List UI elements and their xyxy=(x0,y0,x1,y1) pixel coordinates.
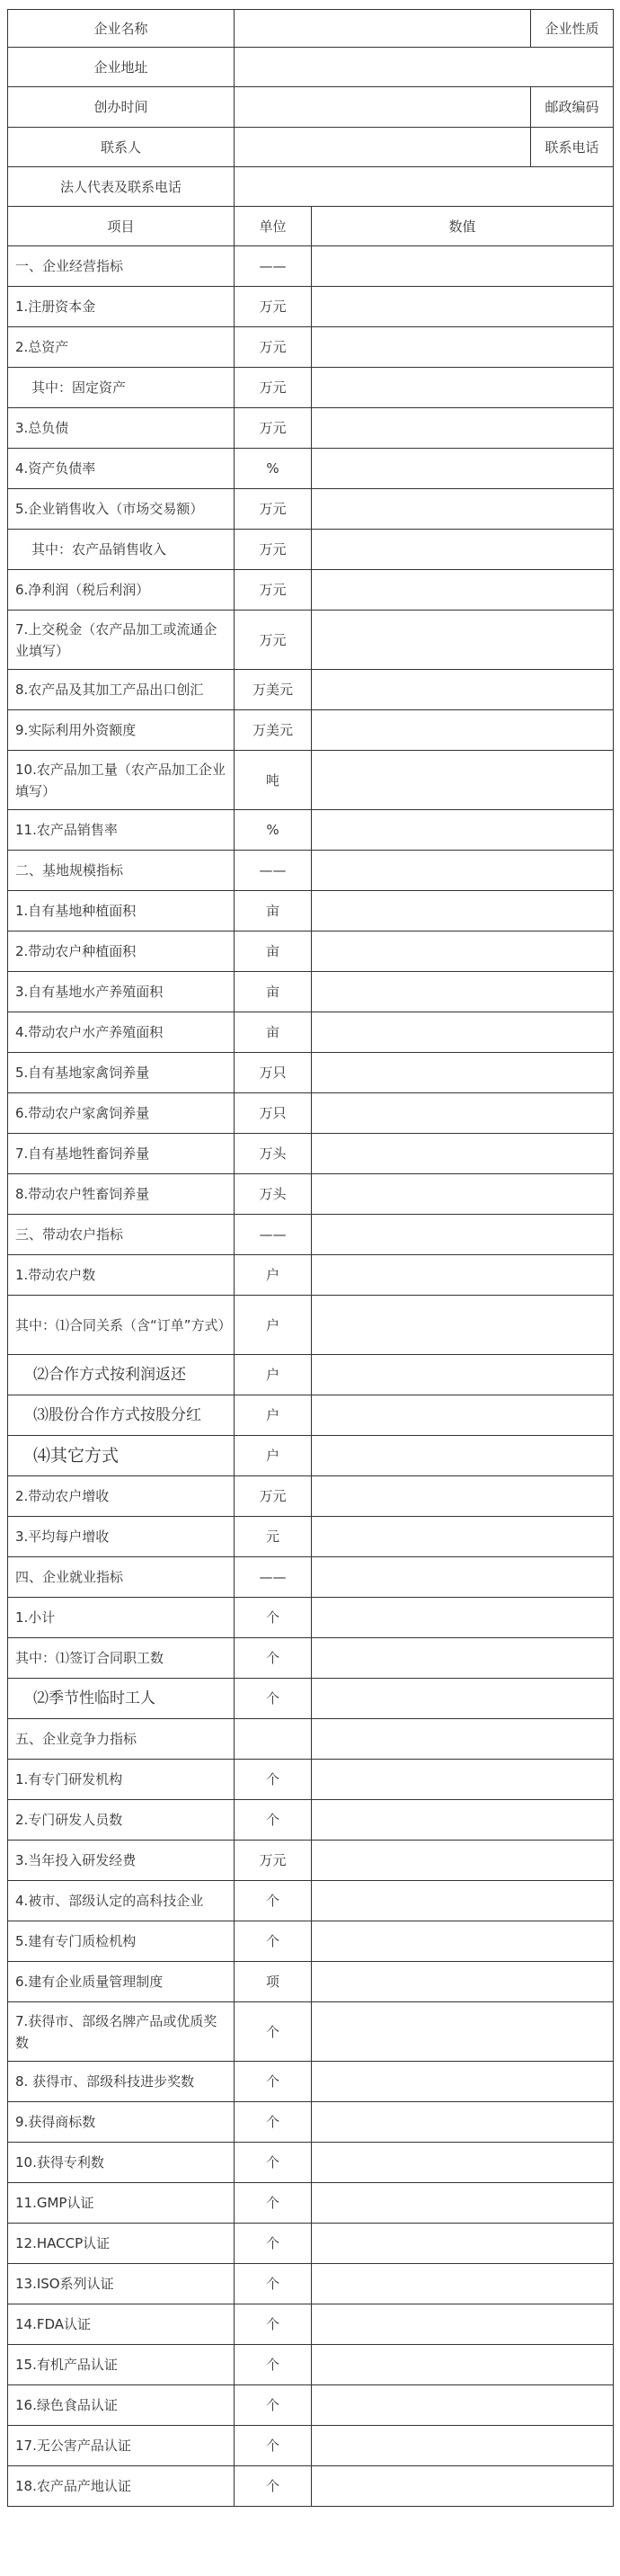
row-value-cell[interactable] xyxy=(312,851,614,891)
table-row xyxy=(8,751,614,810)
row-item-label: 2.带动农户增收 xyxy=(8,1476,235,1517)
table-row xyxy=(8,530,614,570)
row-unit: 万头 xyxy=(235,1174,312,1215)
table-row xyxy=(8,710,614,751)
row-item-label: 7.获得市、部级名牌产品或优质奖数 xyxy=(8,2002,235,2062)
row-item-label: 9.实际利用外资额度 xyxy=(8,710,235,751)
row-item-label: ⑷其它方式 xyxy=(8,1436,235,1476)
row-unit: 个 xyxy=(235,1598,312,1638)
table-row xyxy=(8,2466,614,2507)
row-unit: 元 xyxy=(235,1517,312,1557)
company-address-label: 企业地址 xyxy=(8,48,235,87)
row-value-cell[interactable] xyxy=(312,2224,614,2264)
table-row xyxy=(8,2426,614,2466)
table-row xyxy=(8,1093,614,1134)
row-unit: 万元 xyxy=(235,287,312,327)
table-row xyxy=(8,2385,614,2426)
row-unit: 万元 xyxy=(235,611,312,670)
row-unit: 万元 xyxy=(235,570,312,611)
row-unit: 个 xyxy=(235,2385,312,2426)
row-item-label: 3.平均每户增收 xyxy=(8,1517,235,1557)
table-row xyxy=(8,1841,614,1881)
row-value-cell[interactable] xyxy=(312,891,614,931)
row-item-label: 5.自有基地家禽饲养量 xyxy=(8,1053,235,1093)
row-item-label: 2.总资产 xyxy=(8,327,235,368)
row-unit: % xyxy=(235,449,312,489)
row-item-label: 15.有机产品认证 xyxy=(8,2345,235,2385)
row-item-label: 1.自有基地种植面积 xyxy=(8,891,235,931)
row-item-label: 8.带动农户牲畜饲养量 xyxy=(8,1174,235,1215)
table-row xyxy=(8,1921,614,1962)
table-row xyxy=(8,1436,614,1476)
row-unit: 户 xyxy=(235,1395,312,1436)
row-value-cell[interactable] xyxy=(312,530,614,570)
row-item-label: 4.带动农户水产养殖面积 xyxy=(8,1012,235,1053)
row-item-label: 7.上交税金（农产品加工或流通企业填写） xyxy=(8,611,235,670)
table-row xyxy=(8,2102,614,2143)
row-item-label: 6.带动农户家禽饲养量 xyxy=(8,1093,235,1134)
row-value-cell[interactable] xyxy=(312,972,614,1012)
row-value-cell[interactable] xyxy=(312,1760,614,1800)
row-unit: 万头 xyxy=(235,1134,312,1174)
row-value-cell[interactable] xyxy=(312,2466,614,2507)
row-value-cell[interactable] xyxy=(312,670,614,710)
row-unit: 个 xyxy=(235,2102,312,2143)
row-value-cell[interactable] xyxy=(312,1296,614,1355)
row-item-label: 3.自有基地水产养殖面积 xyxy=(8,972,235,1012)
row-unit: 万元 xyxy=(235,408,312,449)
row-item-label: 13.ISO系列认证 xyxy=(8,2264,235,2304)
row-contact xyxy=(8,128,614,167)
row-value-cell[interactable] xyxy=(312,570,614,611)
row-value-cell[interactable] xyxy=(312,246,614,287)
row-value-cell[interactable] xyxy=(312,1841,614,1881)
row-item-label: 4.资产负债率 xyxy=(8,449,235,489)
table-row xyxy=(8,1053,614,1093)
row-column-headers xyxy=(8,207,614,246)
row-unit: 个 xyxy=(235,2224,312,2264)
row-unit: 万元 xyxy=(235,489,312,530)
table-row xyxy=(8,2183,614,2224)
row-value-cell[interactable] xyxy=(312,1255,614,1296)
row-item-label: 四、企业就业指标 xyxy=(8,1557,235,1598)
row-value-cell[interactable] xyxy=(312,1881,614,1921)
table-row xyxy=(8,1355,614,1395)
company-name-value[interactable] xyxy=(235,10,531,48)
row-value-cell[interactable] xyxy=(312,1436,614,1476)
form-table xyxy=(7,9,614,2507)
row-unit: 万美元 xyxy=(235,670,312,710)
row-item-label: 6.建有企业质量管理制度 xyxy=(8,1962,235,2002)
table-row xyxy=(8,891,614,931)
row-value-cell[interactable] xyxy=(312,2183,614,2224)
row-value-cell[interactable] xyxy=(312,1215,614,1255)
contact-value[interactable] xyxy=(235,128,531,167)
row-value-cell[interactable] xyxy=(312,489,614,530)
row-value-cell[interactable] xyxy=(312,1174,614,1215)
row-item-label: ⑵合作方式按利润返还 xyxy=(8,1355,235,1395)
company-nature-label: 企业性质 xyxy=(531,10,614,48)
row-value-cell[interactable] xyxy=(312,1719,614,1760)
table-row xyxy=(8,972,614,1012)
row-unit: 个 xyxy=(235,2345,312,2385)
row-unit: 个 xyxy=(235,2143,312,2183)
founding-time-value[interactable] xyxy=(235,87,531,128)
table-row xyxy=(8,1174,614,1215)
row-unit: 万元 xyxy=(235,530,312,570)
column-header-unit: 单位 xyxy=(235,207,312,246)
company-address-value[interactable] xyxy=(235,48,614,87)
table-row xyxy=(8,2143,614,2183)
row-value-cell[interactable] xyxy=(312,1053,614,1093)
row-item-label: 10.农产品加工量（农产品加工企业填写） xyxy=(8,751,235,810)
row-value-cell[interactable] xyxy=(312,931,614,972)
row-value-cell[interactable] xyxy=(312,1921,614,1962)
row-unit: 个 xyxy=(235,1760,312,1800)
row-unit: 个 xyxy=(235,1881,312,1921)
row-item-label: 6.净利润（税后利润） xyxy=(8,570,235,611)
row-value-cell[interactable] xyxy=(312,1557,614,1598)
row-value-cell[interactable] xyxy=(312,1476,614,1517)
table-row xyxy=(8,1760,614,1800)
row-value-cell[interactable] xyxy=(312,1638,614,1679)
table-row xyxy=(8,1800,614,1841)
row-unit: 个 xyxy=(235,1679,312,1719)
row-unit: 万元 xyxy=(235,1841,312,1881)
table-row xyxy=(8,2002,614,2062)
row-company-name xyxy=(8,10,614,48)
table-row xyxy=(8,368,614,408)
table-row xyxy=(8,1395,614,1436)
table-row xyxy=(8,1719,614,1760)
table-row xyxy=(8,1012,614,1053)
table-row xyxy=(8,489,614,530)
row-unit: 亩 xyxy=(235,891,312,931)
table-row xyxy=(8,1296,614,1355)
row-item-label: 9.获得商标数 xyxy=(8,2102,235,2143)
table-row xyxy=(8,246,614,287)
row-value-cell[interactable] xyxy=(312,449,614,489)
row-unit: 户 xyxy=(235,1296,312,1355)
row-value-cell[interactable] xyxy=(312,751,614,810)
row-unit: —— xyxy=(235,851,312,891)
row-item-label: 5.建有专门质检机构 xyxy=(8,1921,235,1962)
table-row xyxy=(8,2345,614,2385)
row-value-cell[interactable] xyxy=(312,1355,614,1395)
table-row xyxy=(8,1962,614,2002)
row-unit: 个 xyxy=(235,2002,312,2062)
row-item-label: 4.被市、部级认定的高科技企业 xyxy=(8,1881,235,1921)
row-value-cell[interactable] xyxy=(312,1093,614,1134)
table-row xyxy=(8,1679,614,1719)
table-row xyxy=(8,1255,614,1296)
row-item-label: 其中：农产品销售收入 xyxy=(8,530,235,570)
row-value-cell[interactable] xyxy=(312,2304,614,2345)
row-unit: 项 xyxy=(235,1962,312,2002)
row-unit: 个 xyxy=(235,1638,312,1679)
table-row xyxy=(8,327,614,368)
row-value-cell[interactable] xyxy=(312,1800,614,1841)
row-item-label: 5.企业销售收入（市场交易额） xyxy=(8,489,235,530)
table-row xyxy=(8,570,614,611)
phone-label: 联系电话 xyxy=(531,128,614,167)
table-row xyxy=(8,2224,614,2264)
row-item-label: 1.小计 xyxy=(8,1598,235,1638)
row-item-label: 2.带动农户种植面积 xyxy=(8,931,235,972)
row-unit: 个 xyxy=(235,2426,312,2466)
row-item-label: 11.农产品销售率 xyxy=(8,810,235,851)
row-value-cell[interactable] xyxy=(312,1679,614,1719)
row-item-label: 12.HACCP认证 xyxy=(8,2224,235,2264)
row-item-label: 1.有专门研发机构 xyxy=(8,1760,235,1800)
row-unit: —— xyxy=(235,246,312,287)
table-row xyxy=(8,1598,614,1638)
row-item-label: 1.注册资本金 xyxy=(8,287,235,327)
column-header-value: 数值 xyxy=(312,207,614,246)
row-item-label: 11.GMP认证 xyxy=(8,2183,235,2224)
row-value-cell[interactable] xyxy=(312,2264,614,2304)
row-unit: 个 xyxy=(235,2062,312,2102)
row-unit: 亩 xyxy=(235,931,312,972)
row-value-cell[interactable] xyxy=(312,1517,614,1557)
table-row xyxy=(8,2304,614,2345)
row-value-cell[interactable] xyxy=(312,710,614,751)
table-row xyxy=(8,2264,614,2304)
table-row xyxy=(8,1638,614,1679)
row-value-cell[interactable] xyxy=(312,2426,614,2466)
row-item-label: 五、企业竞争力指标 xyxy=(8,1719,235,1760)
table-row xyxy=(8,1881,614,1921)
row-legal-rep xyxy=(8,167,614,207)
row-item-label: 16.绿色食品认证 xyxy=(8,2385,235,2426)
enterprise-form xyxy=(7,9,613,2507)
company-name-label: 企业名称 xyxy=(8,10,235,48)
row-item-label: 其中：固定资产 xyxy=(8,368,235,408)
row-value-cell[interactable] xyxy=(312,408,614,449)
table-row xyxy=(8,931,614,972)
row-value-cell[interactable] xyxy=(312,1134,614,1174)
row-item-label: 8.农产品及其加工产品出口创汇 xyxy=(8,670,235,710)
table-row xyxy=(8,1476,614,1517)
row-unit: 万元 xyxy=(235,1476,312,1517)
row-item-label: 1.带动农户数 xyxy=(8,1255,235,1296)
row-unit: 吨 xyxy=(235,751,312,810)
row-item-label: 其中：⑴合同关系（含“订单”方式） xyxy=(8,1296,235,1355)
row-unit: 户 xyxy=(235,1436,312,1476)
table-row xyxy=(8,810,614,851)
row-item-label: ⑵季节性临时工人 xyxy=(8,1679,235,1719)
row-unit: 个 xyxy=(235,2466,312,2507)
row-unit: 万元 xyxy=(235,368,312,408)
row-item-label: ⑶股份合作方式按股分红 xyxy=(8,1395,235,1436)
row-item-label: 三、带动农户指标 xyxy=(8,1215,235,1255)
row-value-cell[interactable] xyxy=(312,1395,614,1436)
row-value-cell[interactable] xyxy=(312,368,614,408)
row-item-label: 10.获得专利数 xyxy=(8,2143,235,2183)
row-item-label: 7.自有基地牲畜饲养量 xyxy=(8,1134,235,1174)
row-unit: —— xyxy=(235,1557,312,1598)
row-item-label: 其中：⑴签订合同职工数 xyxy=(8,1638,235,1679)
row-value-cell[interactable] xyxy=(312,2062,614,2102)
row-value-cell[interactable] xyxy=(312,2385,614,2426)
row-item-label: 14.FDA认证 xyxy=(8,2304,235,2345)
row-unit: 个 xyxy=(235,2183,312,2224)
row-unit: 亩 xyxy=(235,972,312,1012)
row-item-label: 2.专门研发人员数 xyxy=(8,1800,235,1841)
row-unit: % xyxy=(235,810,312,851)
row-company-address xyxy=(8,48,614,87)
row-value-cell[interactable] xyxy=(312,1962,614,2002)
row-value-cell[interactable] xyxy=(312,611,614,670)
row-unit: —— xyxy=(235,1215,312,1255)
row-item-label: 3.总负债 xyxy=(8,408,235,449)
table-row xyxy=(8,408,614,449)
row-unit: 个 xyxy=(235,2304,312,2345)
founding-time-label: 创办时间 xyxy=(8,87,235,128)
row-unit: 个 xyxy=(235,1921,312,1962)
row-unit: 户 xyxy=(235,1355,312,1395)
row-unit: 万元 xyxy=(235,327,312,368)
row-unit: 个 xyxy=(235,2264,312,2304)
table-row xyxy=(8,851,614,891)
legal-rep-value[interactable] xyxy=(235,167,614,207)
table-row xyxy=(8,1557,614,1598)
postal-code-label: 邮政编码 xyxy=(531,87,614,128)
table-row xyxy=(8,287,614,327)
table-row xyxy=(8,1134,614,1174)
row-value-cell[interactable] xyxy=(312,2002,614,2062)
row-item-label: 17.无公害产品认证 xyxy=(8,2426,235,2466)
row-unit xyxy=(235,1719,312,1760)
table-row xyxy=(8,449,614,489)
row-value-cell[interactable] xyxy=(312,1598,614,1638)
row-value-cell[interactable] xyxy=(312,2102,614,2143)
row-founding-time xyxy=(8,87,614,128)
row-unit: 万只 xyxy=(235,1053,312,1093)
column-header-item: 项目 xyxy=(8,207,235,246)
row-unit: 户 xyxy=(235,1255,312,1296)
row-item-label: 二、基地规模指标 xyxy=(8,851,235,891)
row-unit: 万美元 xyxy=(235,710,312,751)
row-value-cell[interactable] xyxy=(312,1012,614,1053)
row-item-label: 18.农产品产地认证 xyxy=(8,2466,235,2507)
row-item-label: 一、企业经营指标 xyxy=(8,246,235,287)
contact-label: 联系人 xyxy=(8,128,235,167)
table-row xyxy=(8,1517,614,1557)
table-row xyxy=(8,2062,614,2102)
row-value-cell[interactable] xyxy=(312,810,614,851)
row-item-label: 3.当年投入研发经费 xyxy=(8,1841,235,1881)
row-unit: 万只 xyxy=(235,1093,312,1134)
table-row xyxy=(8,1215,614,1255)
row-unit: 个 xyxy=(235,1800,312,1841)
row-value-cell[interactable] xyxy=(312,2143,614,2183)
row-value-cell[interactable] xyxy=(312,327,614,368)
row-unit: 亩 xyxy=(235,1012,312,1053)
table-row xyxy=(8,670,614,710)
row-value-cell[interactable] xyxy=(312,2345,614,2385)
row-item-label: 8. 获得市、部级科技进步奖数 xyxy=(8,2062,235,2102)
row-value-cell[interactable] xyxy=(312,287,614,327)
table-row xyxy=(8,611,614,670)
legal-rep-label: 法人代表及联系电话 xyxy=(8,167,235,207)
